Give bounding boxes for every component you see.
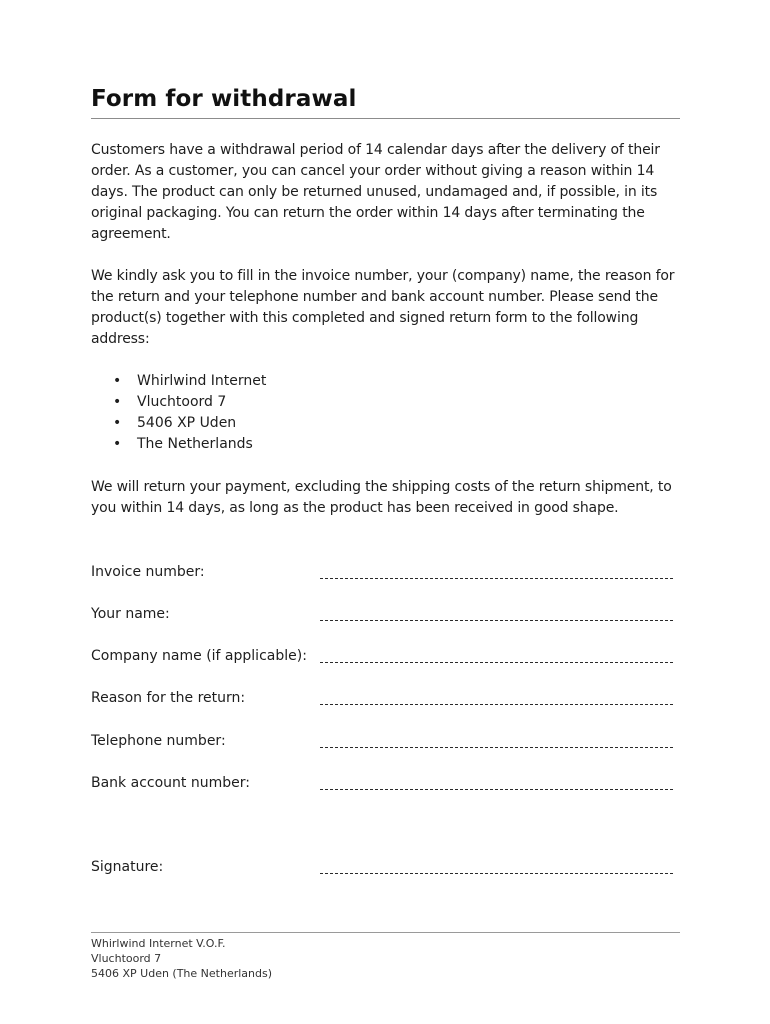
invoice-number-label: Invoice number: bbox=[91, 564, 205, 580]
return-reason-blank[interactable] bbox=[320, 704, 673, 705]
address-line: 5406 XP Uden bbox=[137, 415, 237, 431]
invoice-number-blank[interactable] bbox=[320, 578, 673, 579]
footer-divider bbox=[91, 932, 680, 933]
footer-city: 5406 XP Uden (The Netherlands) bbox=[91, 967, 273, 980]
company-name-label: Company name (if applicable): bbox=[91, 648, 307, 664]
footer-street: Vluchtoord 7 bbox=[91, 952, 162, 965]
footer-company: Whirlwind Internet V.O.F. bbox=[91, 937, 226, 950]
address-item bbox=[91, 434, 266, 455]
bullet-icon: • bbox=[113, 415, 122, 431]
bullet-icon: • bbox=[113, 436, 122, 452]
instructions-paragraph: We kindly ask you to fill in the invoice number, your (company) name, the reason for the return and your telephone number and bank account number. Please send the product(s) together with this completed and signed return form to the following address: bbox=[91, 268, 675, 347]
telephone-number-row bbox=[91, 730, 681, 752]
your-name-blank[interactable] bbox=[320, 620, 673, 621]
bullet-icon: • bbox=[113, 394, 122, 410]
address-line: Vluchtoord 7 bbox=[137, 394, 227, 410]
invoice-number-row bbox=[91, 561, 681, 583]
signature-blank[interactable] bbox=[320, 873, 673, 874]
address-line: The Netherlands bbox=[137, 436, 253, 452]
return-reason-label: Reason for the return: bbox=[91, 690, 246, 706]
bank-account-row bbox=[91, 772, 681, 794]
your-name-row bbox=[91, 603, 681, 625]
bank-account-label: Bank account number: bbox=[91, 775, 250, 791]
telephone-number-label: Telephone number: bbox=[91, 733, 226, 749]
bullet-icon: • bbox=[113, 373, 122, 389]
address-item bbox=[91, 392, 266, 413]
signature-label: Signature: bbox=[91, 859, 164, 875]
footer bbox=[91, 936, 272, 981]
address-item bbox=[91, 371, 266, 392]
page-title: Form for withdrawal bbox=[91, 86, 357, 112]
return-reason-row bbox=[91, 687, 681, 709]
address-item bbox=[91, 413, 266, 434]
signature-row bbox=[91, 856, 681, 878]
bank-account-blank[interactable] bbox=[320, 789, 673, 790]
company-name-row bbox=[91, 645, 681, 667]
withdrawal-period-paragraph: Customers have a withdrawal period of 14 calendar days after the delivery of their order. As a customer, you can cancel your order without giving a reason within 14 days. The product can only be returned unused, undamaged and, if possible, in its original packaging. You can return the order within 14 days after terminating the agreement. bbox=[91, 142, 660, 242]
company-name-blank[interactable] bbox=[320, 662, 673, 663]
telephone-number-blank[interactable] bbox=[320, 747, 673, 748]
title-divider bbox=[91, 118, 680, 119]
return-address-list bbox=[91, 371, 266, 455]
your-name-label: Your name: bbox=[91, 606, 170, 622]
address-line: Whirlwind Internet bbox=[137, 373, 267, 389]
refund-paragraph: We will return your payment, excluding the shipping costs of the return shipment, to you within 14 days, as long as the product has been received in good shape. bbox=[91, 479, 672, 516]
